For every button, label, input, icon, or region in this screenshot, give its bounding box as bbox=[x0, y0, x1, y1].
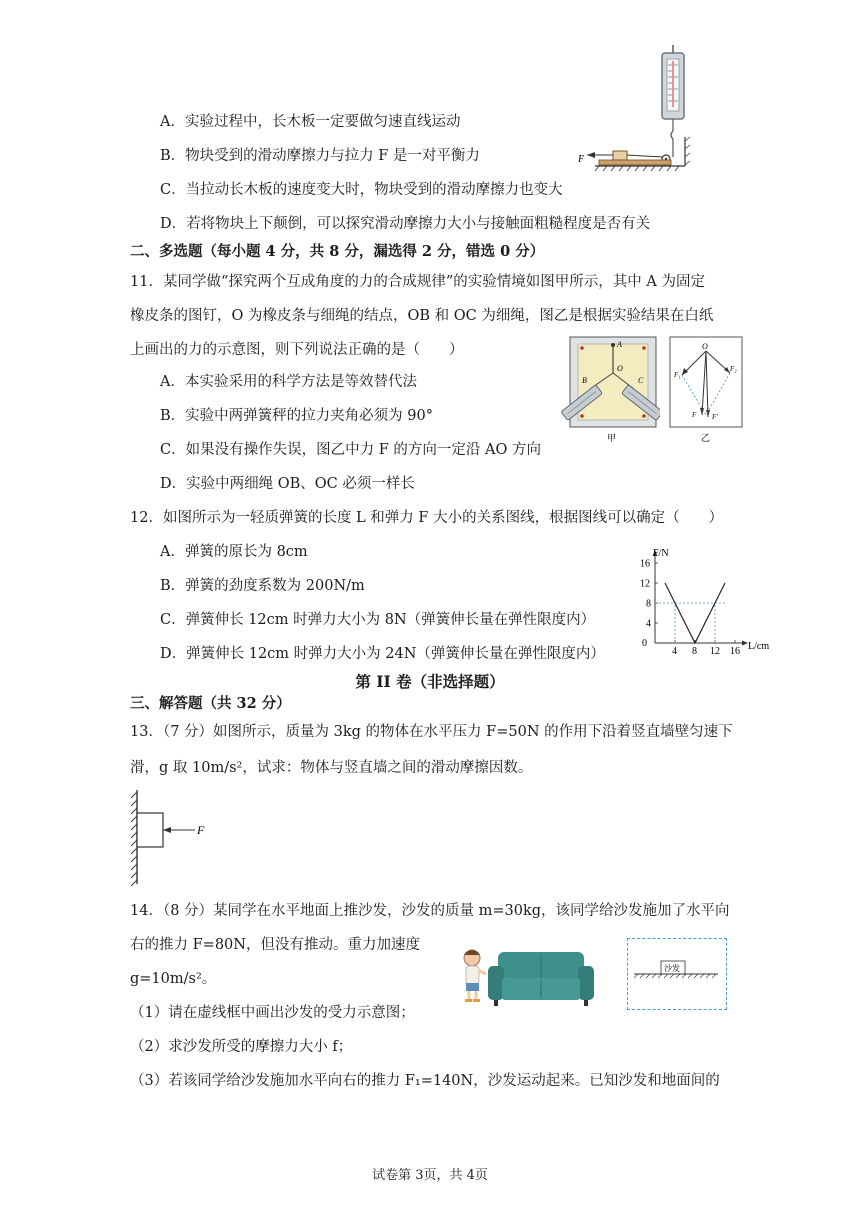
q11-option-d: D．实验中两细绳 OB、OC 必须一样长 bbox=[160, 476, 415, 492]
q13-force-label: F bbox=[197, 823, 205, 837]
x-tick-label: 16 bbox=[730, 646, 740, 657]
chart-origin-label: 0 bbox=[642, 638, 647, 649]
q14-line-3: g=10m/s²。 bbox=[130, 971, 217, 987]
q10-spring-scale-figure bbox=[575, 45, 705, 180]
q11-label-fp: F′ bbox=[712, 413, 718, 421]
chart-series-line bbox=[665, 583, 725, 643]
q11-stem-line-1: 11．某同学做“探究两个互成角度的力的合成规律”的实验情境如图甲所示，其中 A 为固定 bbox=[130, 274, 705, 290]
q11-caption-jia: 甲 bbox=[607, 433, 617, 443]
y-tick-label: 12 bbox=[640, 578, 650, 590]
y-tick-label: 8 bbox=[646, 598, 651, 610]
q12-option-b: B．弹簧的劲度系数为 200N/m bbox=[160, 578, 365, 594]
q14-box-label: 沙发 bbox=[664, 964, 680, 973]
q11-option-c: C．如果没有操作失误，图乙中力 F 的方向一定沿 AO 方向 bbox=[160, 442, 541, 458]
q11-label-c: C bbox=[638, 376, 644, 385]
q14-sub-2: （2）求沙发所受的摩擦力大小 f； bbox=[130, 1039, 353, 1055]
q10-force-label: F bbox=[578, 154, 585, 165]
q14-sofa-illustration bbox=[458, 940, 600, 1012]
q10-option-b: B．物块受到的滑动摩擦力与拉力 F 是一对平衡力 bbox=[160, 148, 480, 164]
q14-sub-1: （1）请在虚线框中画出沙发的受力示意图； bbox=[130, 1005, 415, 1021]
q11-stem-line-3: 上画出的力的示意图，则下列说法正确的是（ ） bbox=[130, 342, 464, 358]
q12-option-a: A．弹簧的原长为 8cm bbox=[160, 544, 308, 560]
chart-x-label: L/cm bbox=[748, 641, 770, 652]
q10-option-a: A．实验过程中，长木板一定要做匀速直线运动 bbox=[160, 114, 461, 130]
q11-figure-jia bbox=[560, 335, 660, 445]
x-tick-label: 4 bbox=[672, 646, 677, 657]
q12-option-d: D．弹簧伸长 12cm 时弹力大小为 24N（弹簧伸长量在弹性限度内） bbox=[160, 646, 605, 662]
q10-option-c: C．当拉动长木板的速度变大时，物块受到的滑动摩擦力也变大 bbox=[160, 182, 563, 198]
q12-option-c: C．弹簧伸长 12cm 时弹力大小为 8N（弹簧伸长量在弹性限度内） bbox=[160, 612, 596, 628]
q14-sub-3: （3）若该同学给沙发施加水平向右的推力 F₁=140N，沙发运动起来。已知沙发和地面间的 bbox=[130, 1073, 720, 1089]
section-2-heading: 二、多选题（每小题 4 分，共 8 分，漏选得 2 分，错选 0 分） bbox=[130, 243, 545, 260]
x-tick-label: 12 bbox=[710, 646, 720, 657]
q11-stem-line-2: 橡皮条的图钉，O 为橡皮条与细绳的结点，OB 和 OC 为细绳，图乙是根据实验结果在白纸 bbox=[130, 308, 714, 324]
q14-box-sofa-diagram bbox=[630, 955, 722, 985]
y-tick-label: 16 bbox=[640, 558, 650, 570]
q13-wall-figure bbox=[125, 788, 220, 888]
q11-figure-yi bbox=[668, 335, 744, 445]
q11-label-a: A bbox=[617, 340, 622, 349]
q11-label-f: F bbox=[692, 411, 697, 419]
q11-label-f1: F₁ bbox=[674, 371, 681, 379]
q14-line-1: 14．（8 分）某同学在水平地面上推沙发，沙发的质量 m=30kg，该同学给沙发施加了水平向 bbox=[130, 903, 730, 919]
q11-caption-yi: 乙 bbox=[701, 433, 711, 443]
part-2-title: 第 II 卷（非选择题） bbox=[355, 672, 505, 691]
x-tick-label: 8 bbox=[692, 646, 697, 657]
q11-option-a: A．本实验采用的科学方法是等效替代法 bbox=[160, 374, 417, 390]
q11-option-b: B．实验中两弹簧秤的拉力夹角必须为 90° bbox=[160, 408, 433, 424]
q13-line-1: 13．（7 分）如图所示，质量为 3kg 的物体在水平压力 F=50N 的作用下沿着竖直墙壁匀速下 bbox=[130, 724, 733, 740]
q12-spring-chart bbox=[620, 545, 790, 660]
section-3-heading: 三、解答题（共 32 分） bbox=[130, 695, 291, 712]
q10-option-d: D．若将物块上下颠倒，可以探究滑动摩擦力大小与接触面粗糙程度是否有关 bbox=[160, 216, 651, 232]
chart-y-label: F/N bbox=[653, 548, 669, 559]
q12-stem: 12．如图所示为一轻质弹簧的长度 L 和弹力 F 大小的关系图线，根据图线可以确定（ ） bbox=[130, 510, 724, 526]
page-footer: 试卷第 3页，共 4页 bbox=[372, 1168, 488, 1183]
y-tick-label: 4 bbox=[646, 618, 651, 630]
q11-label-f2: F₂ bbox=[730, 365, 737, 373]
q11-label-o: O bbox=[617, 364, 623, 373]
q11-label-b: B bbox=[582, 376, 587, 385]
q14-line-2: 右的推力 F=80N，但没有推动。重力加速度 bbox=[130, 937, 420, 953]
q13-line-2: 滑，g 取 10m/s²，试求：物体与竖直墙之间的滑动摩擦因数。 bbox=[130, 760, 533, 776]
q11-label-o2: O bbox=[702, 342, 708, 351]
